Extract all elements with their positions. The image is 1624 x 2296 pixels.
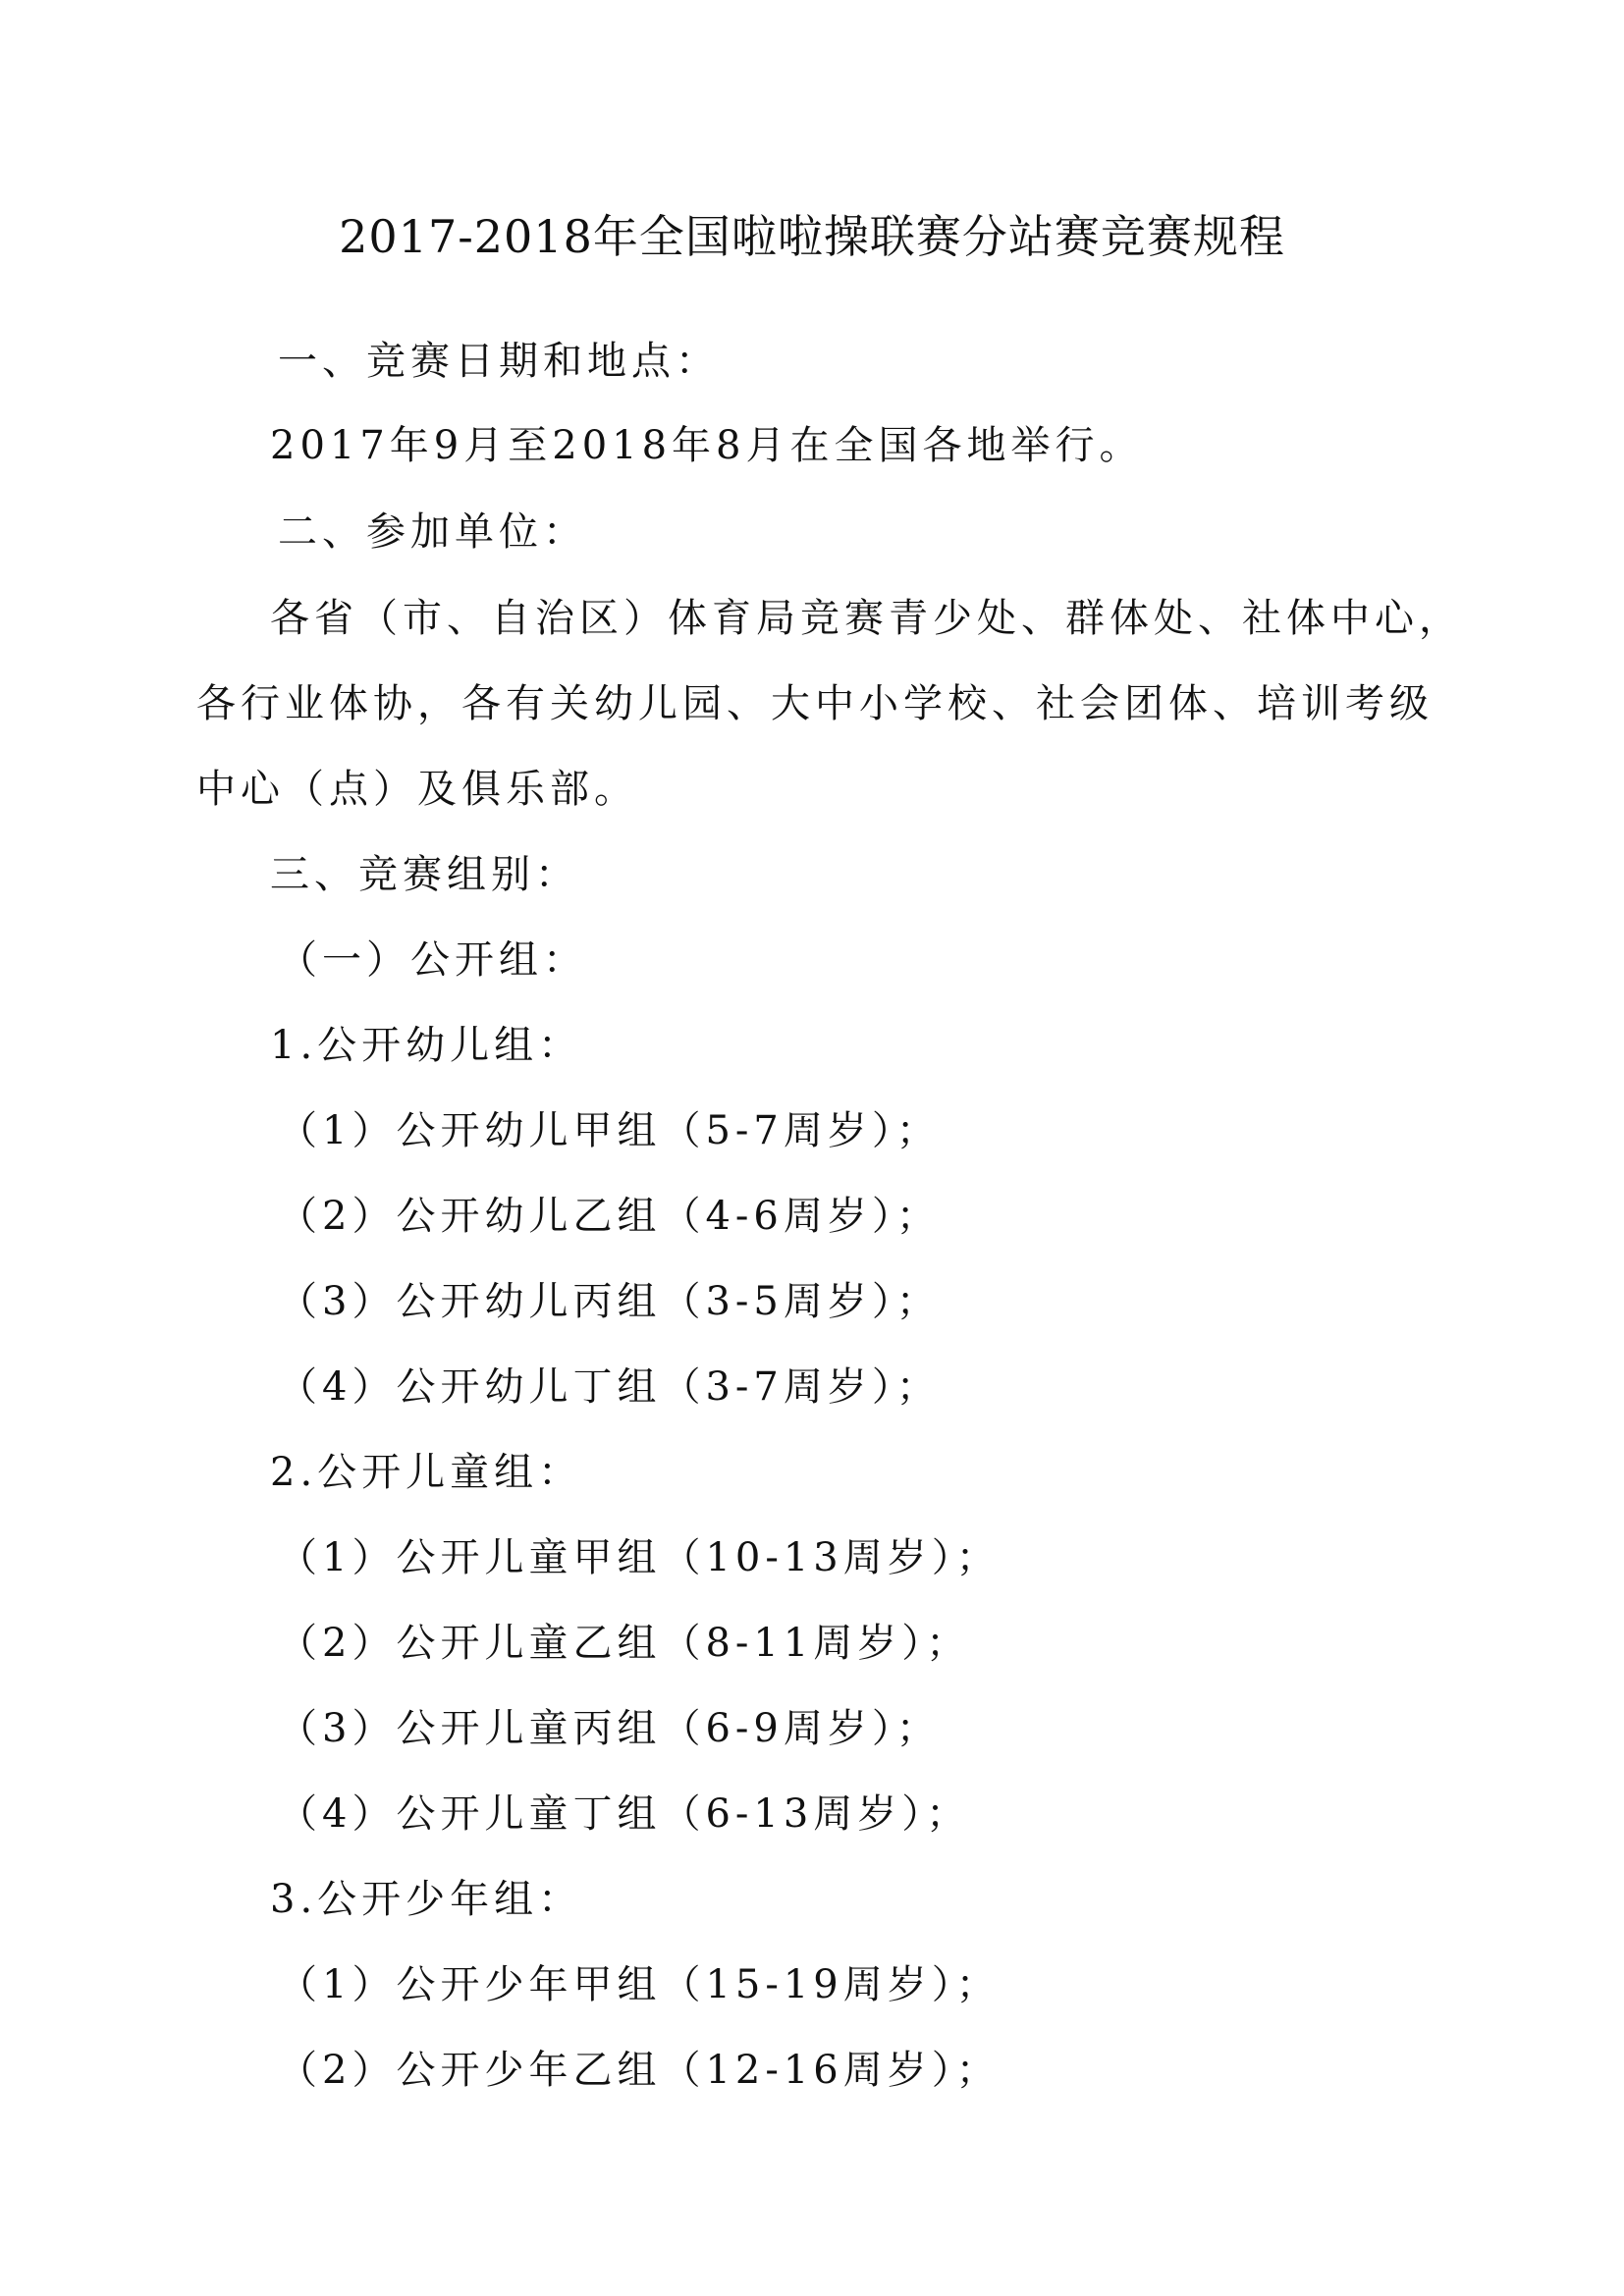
date-place-text: 2017年9月至2018年8月在全国各地举行。 <box>270 423 1144 468</box>
open-children-heading: 2.公开儿童组： <box>270 1450 583 1495</box>
list-item: （4）公开幼儿丁组（3-7周岁）； <box>278 1364 941 1410</box>
participants-line-2: 各行业体协，各有关幼儿园、大中小学校、社会团体、培训考级 <box>196 681 1434 726</box>
list-item: （3）公开幼儿丙组（3-5周岁）； <box>278 1279 941 1324</box>
section-heading-participants: 二、参加单位： <box>278 509 587 555</box>
list-item: （1）公开儿童甲组（10-13周岁）； <box>278 1535 1001 1580</box>
participants-line-1: 各省（市、自治区）体育局竞赛青少处、群体处、社体中心， <box>270 596 1463 641</box>
open-kindergarten-heading: 1.公开幼儿组： <box>270 1023 583 1068</box>
open-group-heading: （一）公开组： <box>278 937 587 983</box>
list-item: （3）公开儿童丙组（6-9周岁）； <box>278 1706 941 1751</box>
list-item: （4）公开儿童丁组（6-13周岁）； <box>278 1791 971 1837</box>
list-item: （2）公开幼儿乙组（4-6周岁）； <box>278 1194 941 1239</box>
list-item: （2）公开儿童乙组（8-11周岁）； <box>278 1621 971 1666</box>
list-item: （2）公开少年乙组（12-16周岁）； <box>278 2048 1001 2093</box>
open-youth-heading: 3.公开少年组： <box>270 1877 583 1922</box>
document-title: 2017-2018年全国啦啦操联赛分站赛竞赛规程 <box>339 210 1285 263</box>
list-item: （1）公开幼儿甲组（5-7周岁）； <box>278 1108 941 1153</box>
section-heading-groups: 三、竞赛组别： <box>270 852 579 897</box>
participants-line-3: 中心（点）及俱乐部。 <box>196 767 638 812</box>
section-heading-date-place: 一、竞赛日期和地点： <box>278 339 720 384</box>
list-item: （1）公开少年甲组（15-19周岁）； <box>278 1962 1001 2007</box>
